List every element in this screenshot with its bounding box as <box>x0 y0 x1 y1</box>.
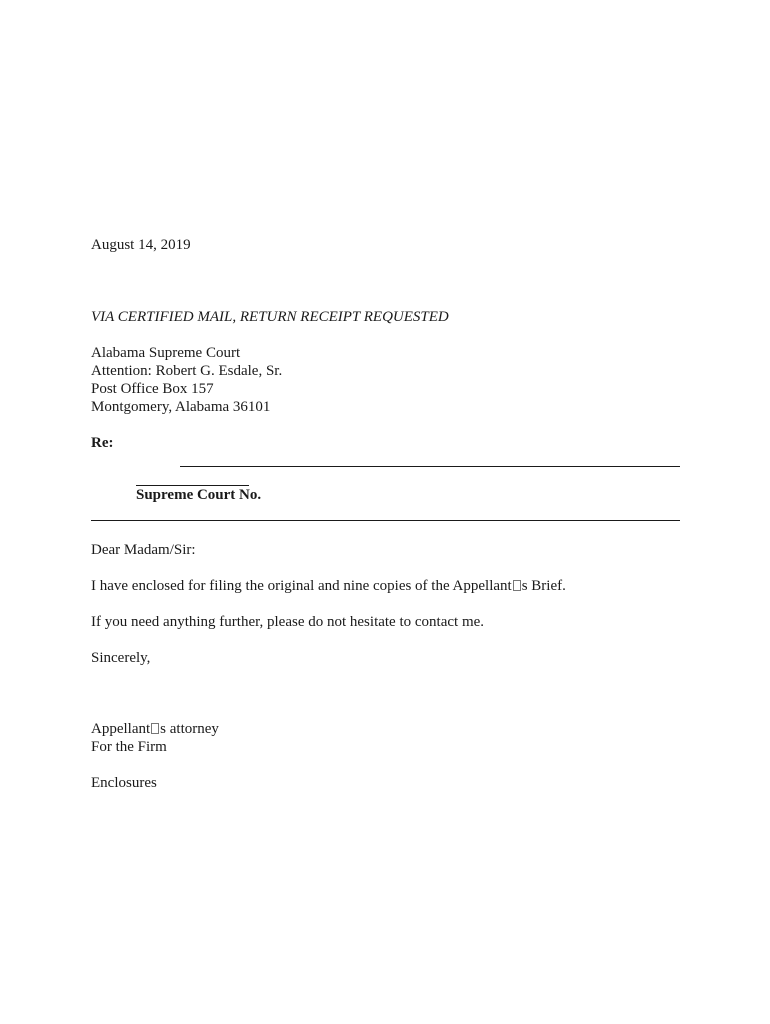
recipient-name: Alabama Supreme Court <box>91 345 241 361</box>
signature-line-1 <box>91 720 219 738</box>
missing-glyph-box <box>513 580 521 591</box>
recipient-address-line-1: Post Office Box 157 <box>91 381 214 397</box>
supreme-court-number-label: Supreme Court No. <box>136 487 262 503</box>
salutation: Dear Madam/Sir: <box>91 542 196 558</box>
body-paragraph-1 <box>91 577 566 595</box>
re-section-divider <box>91 520 680 521</box>
enclosures-note: Enclosures <box>91 775 157 791</box>
recipient-address-line-2: Montgomery, Alabama 36101 <box>91 399 271 415</box>
closing: Sincerely, <box>91 650 151 666</box>
delivery-method: VIA CERTIFIED MAIL, RETURN RECEIPT REQUESTED <box>91 309 449 325</box>
body-paragraph-1-part-1: I have enclosed for filing the original and nine copies of the Appellant <box>91 578 512 594</box>
body-paragraph-1-part-2: s Brief. <box>521 578 566 594</box>
signature-line-2: For the Firm <box>91 739 167 755</box>
case-caption-line <box>180 466 680 467</box>
letter-date: August 14, 2019 <box>91 237 191 253</box>
signature-line-1-part-2: s attorney <box>160 721 219 737</box>
body-paragraph-2: If you need anything further, please do not hesitate to contact me. <box>91 614 485 630</box>
re-label: Re: <box>91 435 114 451</box>
signature-line-1-part-1: Appellant <box>91 721 151 737</box>
recipient-attention: Attention: Robert G. Esdale, Sr. <box>91 363 283 379</box>
missing-glyph-box <box>151 723 159 734</box>
